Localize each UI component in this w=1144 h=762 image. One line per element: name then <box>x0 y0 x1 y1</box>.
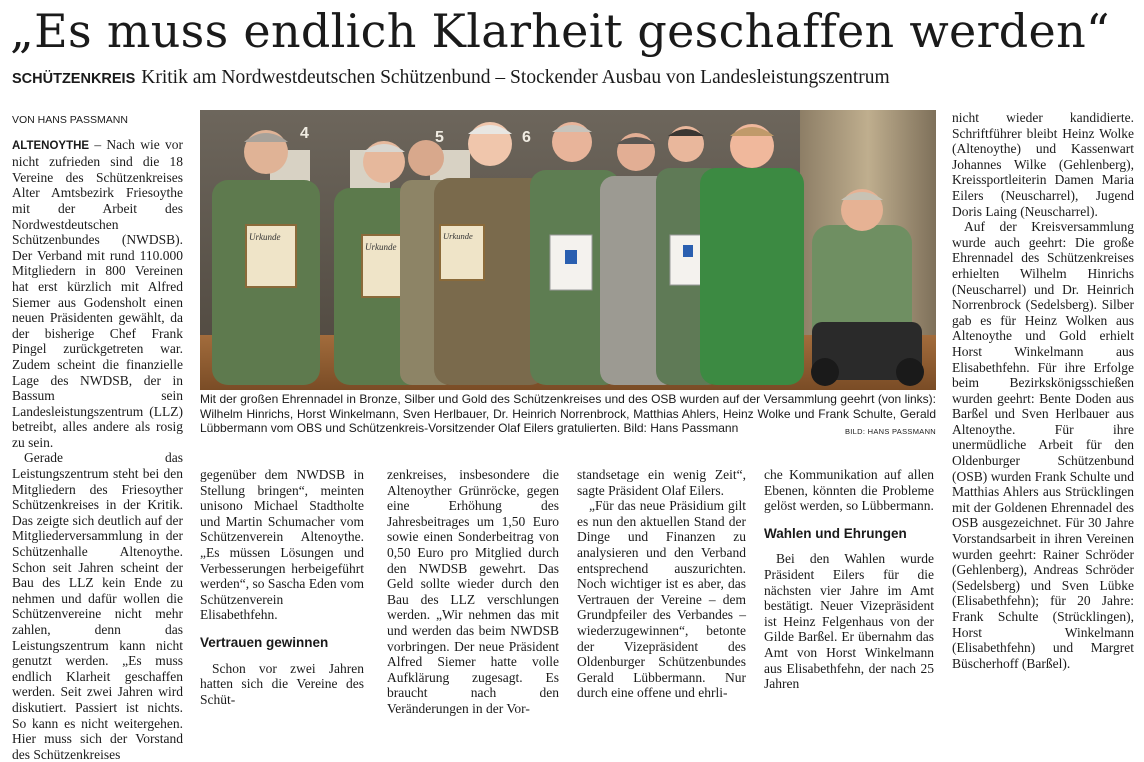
article-column-4 <box>577 467 746 701</box>
certificate-label: Urkunde <box>443 231 473 241</box>
paragraph: standsetage ein wenig Zeit“, sagte Präsident Olaf Eilers. <box>577 467 746 498</box>
paragraph <box>12 137 183 451</box>
wall-number: 6 <box>522 129 531 146</box>
wall-number: 5 <box>435 129 444 146</box>
article-column-5 <box>764 467 934 692</box>
subline-text: Kritik am Nordwestdeutschen Schützenbund – Stockender Ausbau von Landesleistungszentrum <box>141 67 890 88</box>
caption-text: Mit der großen Ehrennadel in Bronze, Silber und Gold des Schützenkreises und des OSB wurden auf der Versammlung geehrt (von links): Wilhelm Hinrichs, Horst Winkelmann, Sven Herlbauer, Dr. Heinrich Norrenbrock, Matthias Ahlers, Heinz Wolke und Frank Schulte, Gerald Lübbermann vom OBS und Schützenkreis-Vorsitzender Olaf Eilers gratulierten. Bild: Hans Passmann <box>200 392 936 435</box>
paragraph: zenkreises, insbesondere die Altenoyther Grünröcke, gegen eine Erhöhung des Jahresbeitrages um 1,50 Euro sowie einen Sonderbeitrag von 0,50 Euro pro Mitglied durch den NWDSB gewehrt. Das Geld sollte wieder durch den Bau des LLZ verschlungen werden. „Wir nehmen das mit und werden das beim NWDSB vorbringen. Der neue Präsident Alfred Siemer hatte volle Aufklärung zugesagt. Es braucht nach den Veränderungen in der Vor- <box>387 467 559 716</box>
article-column-2 <box>200 467 364 707</box>
byline: VON HANS PASSMANN <box>12 114 128 126</box>
article-column-6 <box>952 110 1134 671</box>
paragraph: Gerade das Leistungszentrum steht bei den Mitgliedern des Friesoyther Schützenkreises in der Kritik. Das zeigte sich deutlich auf der Mitgliederversammlung in der Schützenhalle Altenoythe. Schon seit Jahren scheint der Bau des LLZ kein Ende zu nehmen und dafür wollen die Schützenvereine nicht mehr zahlen, denn das Leistungszentrum kann nicht genutzt werden. „Es muss endlich Klarheit geschaffen werden. Seit zwei Jahren wird diskutiert. Passiert ist nichts. So kann es nicht weitergehen. Hier muss sich der Vorstand des Schützenkreises <box>12 450 183 762</box>
article-column-1 <box>12 113 183 762</box>
paragraph: gegenüber dem NWDSB in Stellung bringen“, meinten unisono Michael Stadtholte und Martin Schumacher vom Schützenverein Altenoythe. „Es müssen Lösungen und Verbesserungen herbeigeführt werden“, so Sascha Eden vom Schützenverein Elisabethfehn. <box>200 467 364 623</box>
dateline: ALTENOYTHE <box>12 139 90 152</box>
paragraph: che Kommunikation auf allen Ebenen, könnten die Probleme gelöst werden, so Lübbermann. <box>764 467 934 514</box>
certificate-label: Urkunde <box>365 242 397 252</box>
photo-caption <box>200 392 936 440</box>
subhead-wahlen: Wahlen und Ehrungen <box>764 525 907 541</box>
article-photo <box>200 110 936 390</box>
kicker: SCHÜTZENKREIS <box>12 71 136 87</box>
paragraph: Auf der Kreisversammlung wurde auch geehrt: Die große Ehrennadel des Schützenkreises erhielten Wilhelm Hinrichs (Neuscharrel) und Dr. Heinrich Norrenbrock (Sedelsberg). Silber gab es für Heinz Wolken aus Altenoythe und Gold erhielt Horst Winkelmann aus Elisabethfehn. Für ihre Erfolge beim Bezirkskönigsschießen wurden geehrt: Bente Doden aus Barßel und Sven Herlbauer aus Altenoythe. Für ihre unermüdliche Arbeit für den Oldenburger Schützenbund (OSB) wurden Frank Schulte und Matthias Ahlers aus Strücklingen mit der Goldenen Ehrennadel des OSB ausgezeichnet. Für 30 Jahre Vorstandsarbeit in ihren Vereinen wurden geehrt: Rainer Schröder (Gehlenberg), Andreas Schröder (Sedelsberg) und Sven Lübke (Elisabethfehn); für 20 Jahre: Frank Schulte (Strücklingen), Horst Winkelmann (Elisabethfehn) und Margret Büscherhoff (Barßel). <box>952 219 1134 671</box>
headline: „Es muss endlich Klarheit geschaffen werden“ <box>10 4 1110 58</box>
wall-number: 4 <box>300 125 309 142</box>
paragraph-text: – Nach wie vor nicht zufrieden sind die 18 Vereine des Schützenkreises Alter Amtsbezirk Friesoythe mit der Arbeit des Nordwestdeutschen Schützenbundes (NWDSB). Der Verband mit rund 110.000 Mitgliedern in 800 Vereinen hat erst kürzlich mit Alfred Siemer aus Godensholt einen neuen Präsidenten gewählt, da der bisherige Chef Frank Pingel zurückgetreten war. Zudem scheint die finanzielle Lage des NWDSB, der in Bassum sein Landesleistungszentrum (LLZ) betreibt, alles andere als rosig zu sein. <box>12 136 183 450</box>
paragraph: Schon vor zwei Jahren hatten sich die Vereine des Schüt- <box>200 660 364 707</box>
paragraph: Bei den Wahlen wurde Präsident Eilers für die nächsten vier Jahre im Amt bestätigt. Neuer Vizepräsident ist Heinz Felgenhaus von der Gilde Barßel. Er übernahm das Amt von Horst Winkelmann aus Elisabethfehn, der nach 25 Jahren <box>764 551 934 692</box>
photo-illustration <box>200 110 936 390</box>
article-column-3 <box>387 467 559 717</box>
paragraph: „Für das neue Präsidium gilt es nun den aktuellen Stand der Dinge und Finanzen zu analysieren und den Verband entsprechend auszurichten. Noch wichtiger ist es aber, das Vertrauen der Vereine – dem Grundpfeiler des Verbandes – wiederzugewinnen“, betonte der Vizepräsident des Oldenburger Schützenbundes Gerald Lübbermann. Nur durch eine offene und ehrli- <box>577 498 746 701</box>
certificate-label: Urkunde <box>249 232 281 242</box>
subhead-vertrauen: Vertrauen gewinnen <box>200 634 329 650</box>
paragraph: nicht wieder kandidierte. Schriftführer bleibt Heinz Wolke (Altenoythe) und Kassenwart Johannes Wilke (Gehlenberg), Kreissportleiterin Damen Maria Eilers (Neuscharrel), Jugend Doris Laing (Neuscharrel). <box>952 110 1134 219</box>
photo-credit: BILD: HANS PASSMANN <box>845 427 936 436</box>
subline <box>12 66 890 91</box>
